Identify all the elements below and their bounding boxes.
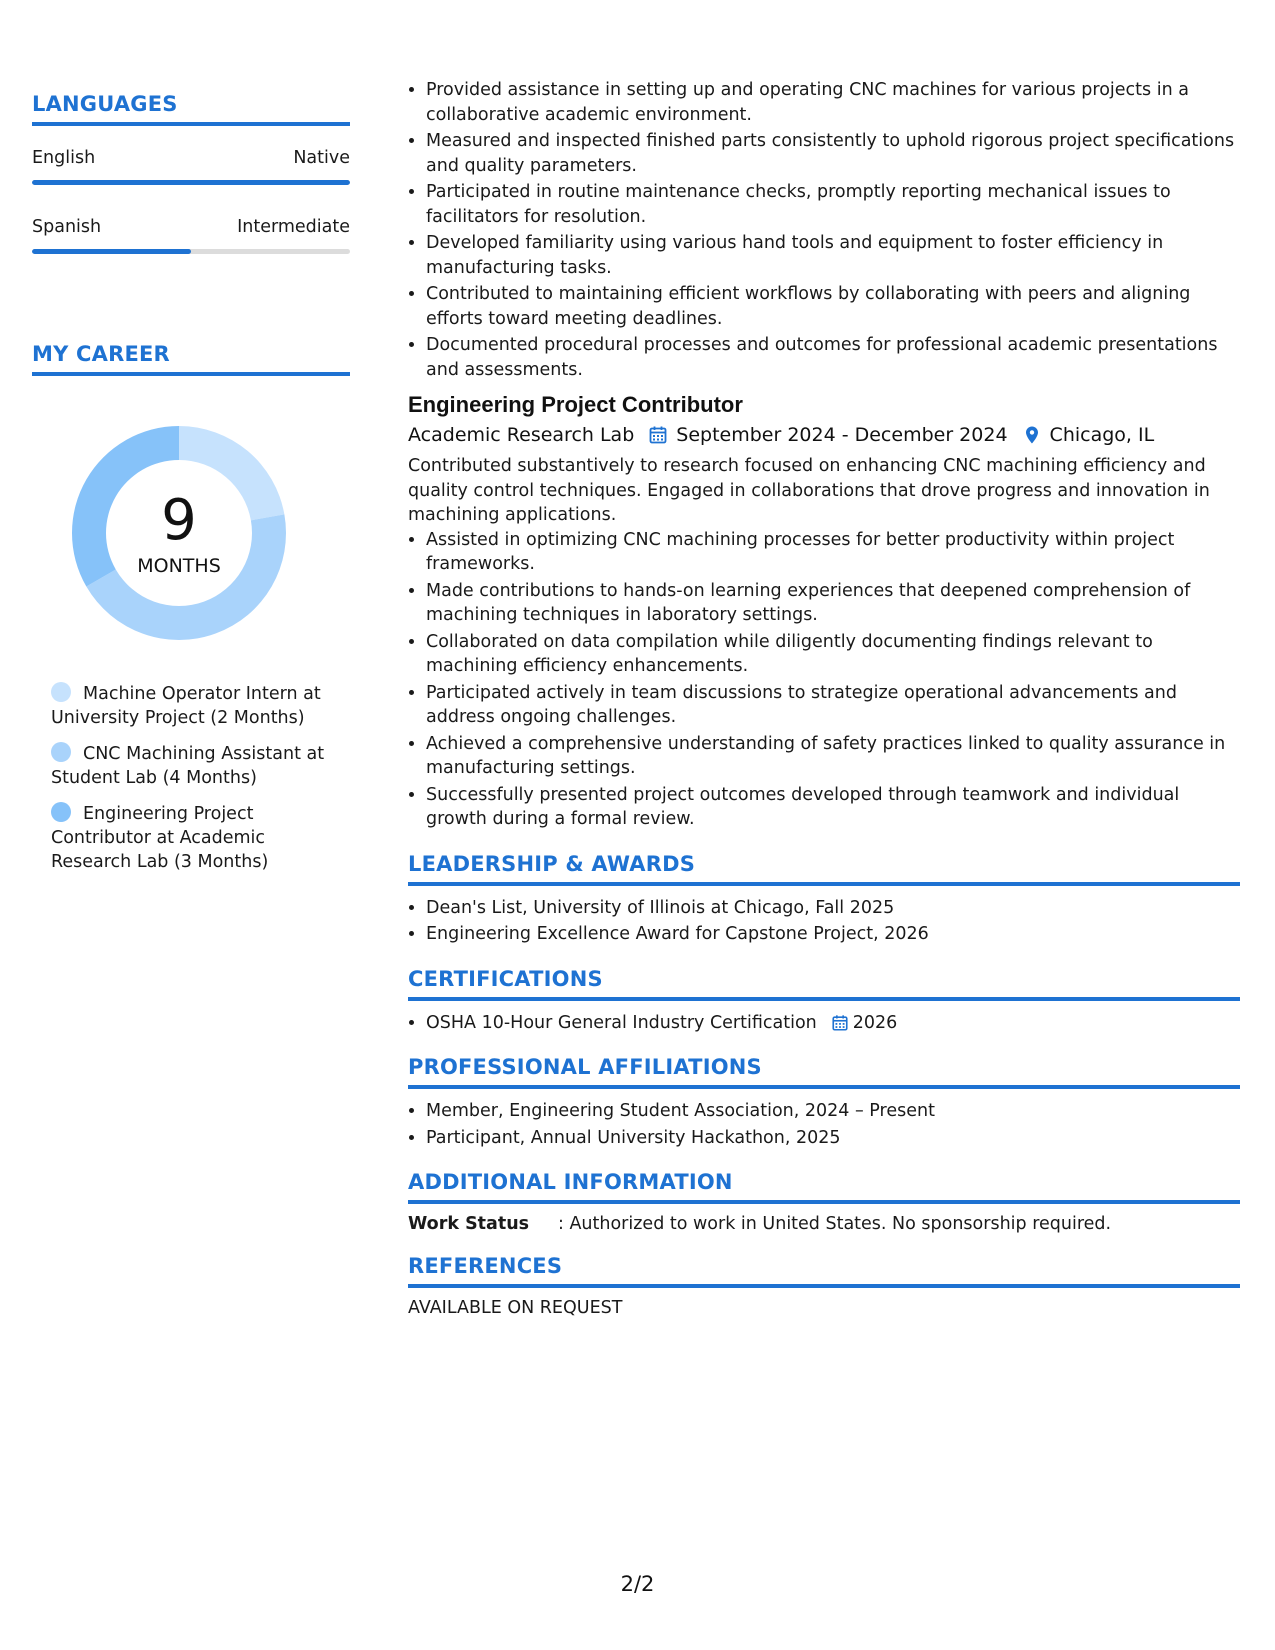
awards-title: LEADERSHIP & AWARDS (408, 852, 1240, 886)
language-proficiency-bar (32, 249, 350, 254)
sidebar (32, 92, 350, 886)
donut-center-label (66, 420, 292, 646)
language-proficiency-fill (32, 249, 191, 254)
languages-title: LANGUAGES (32, 92, 350, 126)
affiliations-list (408, 1099, 1240, 1150)
legend-dot-icon (51, 802, 71, 822)
page-number: 2/2 (620, 1572, 655, 1596)
career-legend-label: Engineering Project Contributor at Academic Research Lab (3 Months) (51, 804, 269, 872)
career-legend-label: Machine Operator Intern at University Project (2 Months) (51, 684, 321, 728)
affiliation-item: • Participant, Annual University Hackathon, 2025 (426, 1126, 1240, 1151)
job-bullet: • Achieved a comprehensive understanding of safety practices linked to quality assurance in manufacturing settings. (426, 732, 1240, 781)
certifications-list (408, 1011, 1240, 1036)
job-dates: September 2024 - December 2024 (676, 424, 1008, 446)
certification-year: 2026 (852, 1012, 898, 1033)
career-legend-item (51, 802, 331, 874)
award-item: • Engineering Excellence Award for Capstone Project, 2026 (426, 922, 1240, 947)
work-status-value: : Authorized to work in United States. No sponsorship required. (558, 1214, 1112, 1234)
main-content (408, 78, 1240, 1318)
job-bullet: • Participated actively in team discussions to strategize operational advancements and address ongoing challenges. (426, 681, 1240, 730)
language-proficiency-bar (32, 180, 350, 185)
experience-bullet: • Participated in routine maintenance checks, promptly reporting mechanical issues to facilitators for resolution. (426, 180, 1240, 229)
language-name: Spanish (32, 217, 102, 237)
awards-list (408, 896, 1240, 947)
work-status-label: Work Status (408, 1214, 530, 1234)
language-proficiency-fill (32, 180, 350, 185)
job-bullets (408, 528, 1240, 832)
language-item (32, 148, 350, 185)
job-meta (408, 424, 1240, 446)
references-text: AVAILABLE ON REQUEST (408, 1298, 623, 1318)
experience-bullet: • Contributed to maintaining efficient workflows by collaborating with peers and aligning efforts toward meeting deadlines. (426, 282, 1240, 331)
career-legend (51, 682, 331, 874)
map-pin-icon (1022, 425, 1042, 445)
job-bullet: • Made contributions to hands-on learning experiences that deepened comprehension of machining techniques in laboratory settings. (426, 579, 1240, 628)
career-unit: MONTHS (137, 555, 221, 577)
job-bullet: • Collaborated on data compilation while diligently documenting findings relevant to machining efficiency enhancements. (426, 630, 1240, 679)
certification-name: • OSHA 10-Hour General Industry Certification (426, 1012, 817, 1033)
career-title: MY CAREER (32, 342, 350, 376)
career-total-months: 9 (161, 488, 197, 553)
career-legend-item (51, 682, 331, 730)
additional-info-title: ADDITIONAL INFORMATION (408, 1170, 1240, 1204)
calendar-icon (831, 1014, 849, 1032)
experience-bullet: • Documented procedural processes and outcomes for professional academic presentations and assessments. (426, 333, 1240, 382)
certifications-title: CERTIFICATIONS (408, 967, 1240, 1001)
calendar-icon (648, 425, 668, 445)
legend-dot-icon (51, 682, 71, 702)
language-level: Intermediate (237, 217, 350, 237)
job-title: Engineering Project Contributor (408, 392, 743, 417)
career-donut-chart (66, 420, 292, 646)
work-status-row (408, 1214, 1240, 1234)
award-item: • Dean's List, University of Illinois at Chicago, Fall 2025 (426, 896, 1240, 921)
language-name: English (32, 148, 96, 168)
affiliations-title: PROFESSIONAL AFFILIATIONS (408, 1055, 1240, 1089)
certification-item (426, 1011, 1240, 1036)
job-bullet: • Assisted in optimizing CNC machining processes for better productivity within project frameworks. (426, 528, 1240, 577)
experience-bullet: • Developed familiarity using various hand tools and equipment to foster efficiency in manufacturing tasks. (426, 231, 1240, 280)
experience-bullet: • Measured and inspected finished parts consistently to uphold rigorous project specifications and quality parameters. (426, 129, 1240, 178)
experience-bullets (408, 78, 1240, 382)
experience-bullet: • Provided assistance in setting up and operating CNC machines for various projects in a collaborative academic environment. (426, 78, 1240, 127)
career-legend-item (51, 742, 331, 790)
career-legend-label: CNC Machining Assistant at Student Lab (4 Months) (51, 744, 325, 788)
job-bullet: • Successfully presented project outcomes developed through teamwork and individual growth during a formal review. (426, 783, 1240, 832)
language-level: Native (293, 148, 350, 168)
affiliation-item: • Member, Engineering Student Association, 2024 – Present (426, 1099, 1240, 1124)
job-org: Academic Research Lab (408, 424, 635, 446)
job-location: Chicago, IL (1049, 424, 1155, 446)
references-title: REFERENCES (408, 1254, 1240, 1288)
job-description: Contributed substantively to research focused on enhancing CNC machining efficiency and quality control techniques. Engaged in collaborations that drove progress and innovation in machining applications. (408, 456, 1210, 525)
legend-dot-icon (51, 742, 71, 762)
language-item (32, 217, 350, 254)
